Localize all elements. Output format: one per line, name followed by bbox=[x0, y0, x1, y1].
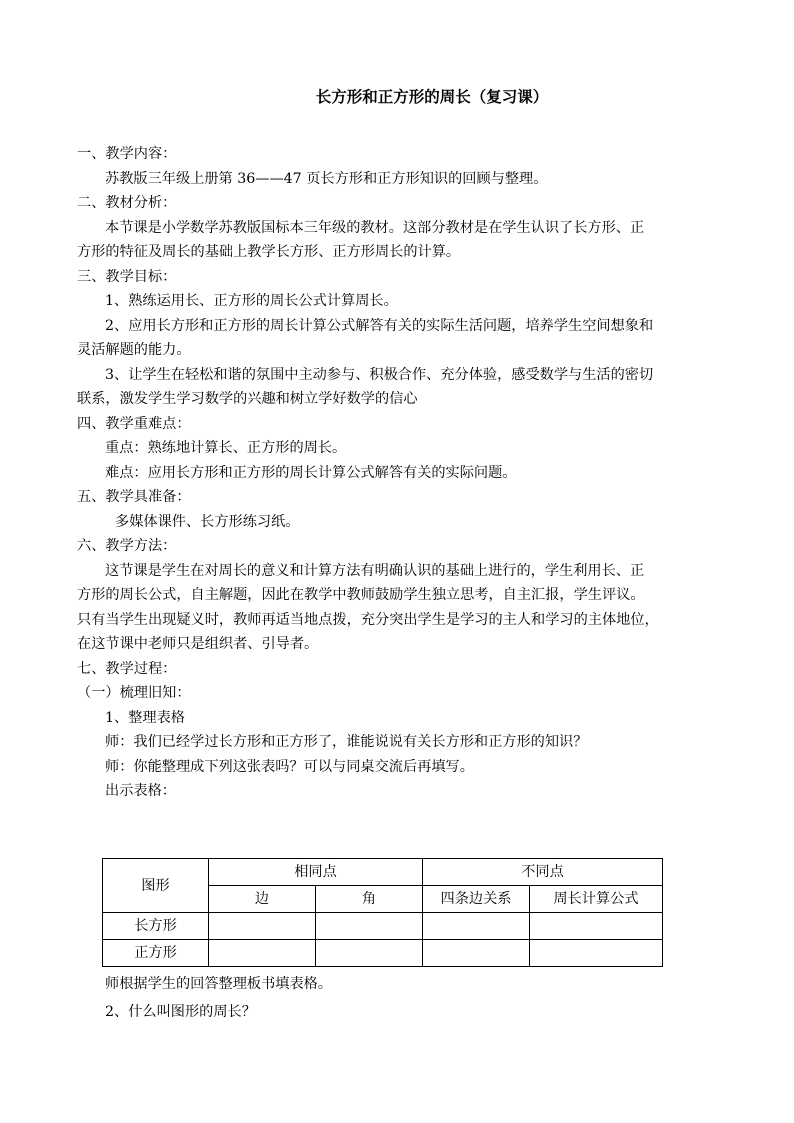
paragraph-line: 1、整理表格 bbox=[105, 709, 185, 726]
table-subheader-side-relation: 四条边关系 bbox=[423, 886, 530, 913]
table-cell bbox=[530, 913, 663, 940]
comparison-table bbox=[102, 858, 663, 967]
section-heading-content: 一、教学内容： bbox=[77, 146, 177, 162]
paragraph-line: 只有当学生出现疑义时，教师再适当地点拨，充分突出学生是学习的主人和学习的主体地位， bbox=[77, 611, 659, 628]
paragraph-line: 1、熟练运用长、正方形的周长公式计算周长。 bbox=[105, 293, 398, 309]
paragraph-line: 师：我们已经学过长方形和正方形了，谁能说说有关长方形和正方形的知识？ bbox=[105, 734, 588, 750]
paragraph-line: 灵活解题的能力。 bbox=[77, 342, 191, 358]
table-header-different: 不同点 bbox=[423, 859, 663, 886]
section-heading-methods: 六、教学方法： bbox=[77, 538, 177, 554]
section-heading-materials: 五、教学具准备： bbox=[77, 489, 191, 505]
document-body bbox=[77, 142, 722, 804]
section-heading-analysis: 二、教材分析： bbox=[77, 195, 177, 211]
paragraph-line: 这节课是学生在对周长的意义和计算方法有明确认识的基础上进行的，学生利用长、正 bbox=[105, 562, 645, 579]
table-cell bbox=[423, 940, 530, 967]
table-row bbox=[103, 940, 663, 967]
table-cell bbox=[423, 913, 530, 940]
paragraph-line: 师：你能整理成下列这张表吗？可以与同桌交流后再填写。 bbox=[105, 758, 474, 775]
table-cell bbox=[316, 940, 423, 967]
table-cell bbox=[316, 913, 423, 940]
paragraph-line: 3、让学生在轻松和谐的氛围中主动参与、积极合作、充分体验，感受数学与生活的密切 bbox=[105, 366, 654, 383]
table-subheader-angle: 角 bbox=[316, 886, 423, 913]
paragraph-line: 多媒体课件、长方形练习纸。 bbox=[115, 513, 300, 530]
paragraph-line: 重点：熟练地计算长、正方形的周长。 bbox=[105, 440, 347, 456]
table-header-same: 相同点 bbox=[209, 859, 423, 886]
table-row bbox=[103, 913, 663, 940]
section-heading-key-points: 四、教学重难点： bbox=[77, 415, 191, 432]
table-header-figure: 图形 bbox=[103, 859, 209, 913]
paragraph-line: 方形的特征及周长的基础上教学长方形、正方形周长的计算。 bbox=[77, 244, 461, 260]
document-title: 长方形和正方形的周长（复习课） bbox=[315, 87, 549, 106]
table-cell bbox=[209, 940, 316, 967]
table-cell bbox=[209, 913, 316, 940]
paragraph-line: 出示表格： bbox=[105, 783, 176, 799]
row-label-rectangle: 长方形 bbox=[103, 913, 209, 940]
section-heading-process: 七、教学过程： bbox=[77, 660, 177, 677]
paragraph-line: 在这节课中老师只是组织者、引导者。 bbox=[77, 636, 319, 652]
paragraph-line: 方形的周长公式，自主解题，因此在教学中教师鼓励学生独立思考，自主汇报，学生评议。 bbox=[77, 587, 645, 603]
paragraph-line: 2、什么叫图形的周长？ bbox=[105, 1003, 256, 1020]
paragraph-line: 师根据学生的回答整理板书填表格。 bbox=[105, 976, 333, 992]
table-cell bbox=[530, 940, 663, 967]
paragraph-line: 2、应用长方形和正方形的周长计算公式解答有关的实际生活问题，培养学生空间想象和 bbox=[105, 317, 654, 334]
row-label-square: 正方形 bbox=[103, 940, 209, 967]
table-subheader-side: 边 bbox=[209, 886, 316, 913]
paragraph-line: 苏教版三年级上册第 36——47 页长方形和正方形知识的回顾与整理。 bbox=[105, 170, 548, 187]
section-heading-objectives: 三、教学目标： bbox=[77, 268, 177, 285]
paragraph-line: 本节课是小学数学苏教版国标本三年级的教材。这部分教材是在学生认识了长方形、正 bbox=[105, 219, 645, 236]
table-subheader-perimeter-formula: 周长计算公式 bbox=[530, 886, 663, 913]
paragraph-line: 联系，激发学生学习数学的兴趣和树立学好数学的信心 bbox=[77, 391, 418, 407]
post-table-text bbox=[105, 971, 332, 1026]
paragraph-line: 难点：应用长方形和正方形的周长计算公式解答有关的实际问题。 bbox=[105, 464, 517, 481]
subsection-heading: （一）梳理旧知： bbox=[77, 685, 191, 701]
